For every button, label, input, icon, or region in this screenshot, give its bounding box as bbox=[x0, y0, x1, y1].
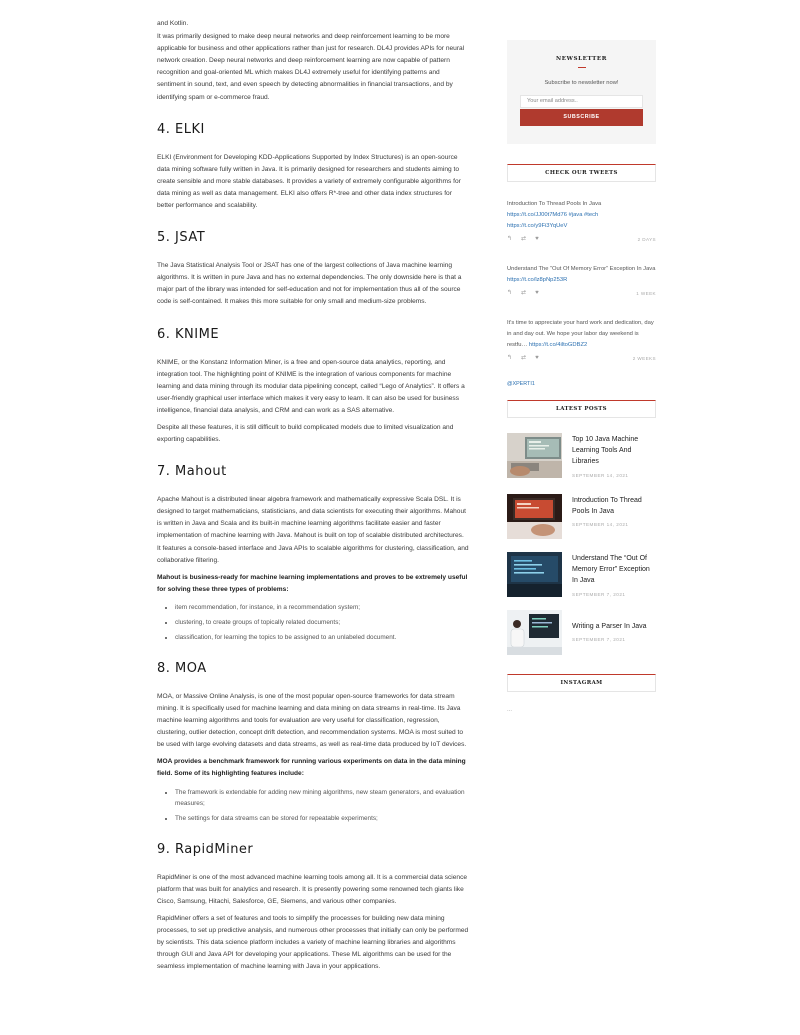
retweet-icon[interactable]: ⇄ bbox=[521, 236, 527, 242]
tweet-actions bbox=[507, 353, 656, 363]
moa-list bbox=[157, 787, 469, 824]
section-heading-jsat: 5. JSAT bbox=[157, 230, 206, 246]
post-item[interactable] bbox=[507, 433, 656, 478]
paragraph: KNIME, or the Konstanz Information Miner, is a free and open-source data analytics, reporting, and integration tool. The highlighting point of KNIME is the integration of various components for machine learning and data mining through its modular data pipelining concept, called “Lego of Analytics”. It offers a user-friendly graphical user interface which makes it very easy to learn. It can also be used for business intelligence, financial data analysis, and CRM and can work as a SAS alternative. bbox=[157, 358, 465, 414]
newsletter-text: Subscribe to newsletter now! bbox=[544, 80, 619, 86]
paragraph: and Kotlin. bbox=[157, 20, 189, 27]
post-item[interactable] bbox=[507, 610, 656, 655]
post-date: SEPTEMBER 14, 2021 bbox=[572, 522, 629, 528]
paragraph: RapidMiner offers a set of features and tools to simplify the processes for building new data mining processes, to set up predictive analysis, and numerous other processes that initially can only be performed by scientists. This data science platform includes a variety of machine learning libraries and algorithms through GUI and Java API for developing your applications. These ML algorithms can be used for the seamless implementation of machine learning with Java in your applications. bbox=[157, 914, 469, 971]
post-title[interactable]: Introduction To Thread Pools In Java bbox=[572, 497, 642, 516]
post-text bbox=[572, 610, 647, 655]
post-date: SEPTEMBER 7, 2021 bbox=[572, 637, 626, 643]
tweet-time: 2 WEEKS bbox=[632, 355, 656, 361]
tweet-link[interactable]: https://t.co/4iltoGDBZ2 bbox=[528, 342, 588, 348]
tweet bbox=[507, 199, 656, 244]
reply-icon[interactable]: ↰ bbox=[507, 290, 513, 296]
paragraph: Apache Mahout is a distributed linear algebra framework and mathematically expressive Scala DSL. It is designed to target mathematicians, statisticians, and data scientists for executing their algorithms. Mahout is written in Java and Scala and its built-in machine learning algorithms facilitate easier and faster implementation of machine learning with Java. Mahout is built on top of scalable distributed architectures. It features a console-based interface and Java APIs to scalable algorithms for clustering, classification, and collaborative filtering. bbox=[157, 496, 469, 564]
post-text bbox=[572, 494, 656, 539]
tweet-text: It's time to appreciate your hard work and dedication, day in and day out. We hope your labor day weekend is restfu… bbox=[507, 320, 654, 348]
latest-posts-heading: LATEST POSTS bbox=[507, 400, 656, 418]
reply-icon[interactable]: ↰ bbox=[507, 236, 513, 242]
reply-icon[interactable]: ↰ bbox=[507, 355, 513, 361]
post-title[interactable]: Top 10 Java Machine Learning Tools And Libraries bbox=[572, 436, 639, 466]
list-item: • item recommendation, for instance, in a recommendation system; bbox=[175, 602, 469, 613]
tweet-actions bbox=[507, 288, 656, 298]
paragraph: It was primarily designed to make deep neural networks and deep reinforcement learning to be more applicable for business and other applications rather than just for research. DL4J provides APIs for neural network creation. Deep neural networks and deep reinforcement learning are now capable of pattern recognition and goal-oriented ML which makes DL4J extremely useful for identifying patterns and sentiment in sound, text, and even speech by detecting abnormalities in financial transactions, and by identifying spam or e-commerce fraud. bbox=[157, 33, 465, 101]
section-heading-knime: 6. KNIME bbox=[157, 326, 220, 342]
tweets-heading: CHECK OUR TWEETS bbox=[507, 164, 656, 182]
post-thumbnail[interactable] bbox=[507, 494, 562, 539]
post-title[interactable]: Understand The “Out Of Memory Error” Exception In Java bbox=[572, 555, 650, 585]
tweet-link[interactable]: https://t.co/y9Fi3YqUeV bbox=[507, 223, 568, 229]
section-heading-elki: 4. ELKI bbox=[157, 121, 205, 137]
newsletter-title: NEWSLETTER bbox=[556, 56, 607, 62]
instagram-loading: ... bbox=[507, 707, 513, 713]
list-item: • The settings for data streams can be stored for repeatable experiments; bbox=[175, 813, 469, 824]
paragraph: Despite all these features, it is still difficult to build complicated models due to limited visualization and exporting capabilities. bbox=[157, 423, 454, 444]
section-heading-rapidminer: 9. RapidMiner bbox=[157, 841, 254, 857]
list-item: • The framework is extendable for adding new mining algorithms, new steam generators, and evaluation measures; bbox=[175, 787, 469, 809]
tweet-text: Understand The “Out Of Memory Error” Exception In Java bbox=[507, 266, 656, 272]
post-title[interactable]: Writing a Parser In Java bbox=[572, 623, 647, 630]
like-icon[interactable]: ♥ bbox=[535, 355, 539, 361]
post-date: SEPTEMBER 14, 2021 bbox=[572, 472, 629, 478]
paragraph: MOA, or Massive Online Analysis, is one of the most popular open-source frameworks for data stream mining. It is specifically used for machine learning and data mining on data streams in real-time. Its Java machine learning algorithms and tools for evaluation are very useful for classification, regression, clustering, outlier detection, concept drift detection, and recommendation systems. MOA is most suited to be used with large evolving datasets and data streams, as well as real-time data produced by IoT devices. bbox=[157, 692, 467, 749]
retweet-icon[interactable]: ⇄ bbox=[521, 355, 527, 361]
mahout-list bbox=[157, 602, 469, 643]
post-thumbnail[interactable] bbox=[507, 433, 562, 478]
retweet-icon[interactable]: ⇄ bbox=[521, 290, 527, 296]
tweet-actions bbox=[507, 234, 656, 244]
newsletter-widget bbox=[507, 40, 656, 144]
sidebar bbox=[507, 40, 656, 713]
paragraph: RapidMiner is one of the most advanced machine learning tools among all. It is a commercial data science platform that was built for analytics and research. It is presently powering some renowned tech giants like Cisco, Samsung, Hitachi, Salesforce, GE, Siemens, and various other companies. bbox=[157, 873, 468, 905]
section-heading-mahout: 7. Mahout bbox=[157, 464, 227, 480]
instagram-heading: INSTAGRAM bbox=[507, 674, 656, 692]
latest-posts-list bbox=[507, 433, 656, 655]
paragraph-bold: Mahout is business-ready for machine learning implementations and proves to be extremely useful for solving these three types of problems: bbox=[157, 573, 468, 593]
post-thumbnail[interactable] bbox=[507, 552, 562, 597]
like-icon[interactable]: ♥ bbox=[535, 236, 539, 242]
paragraph: The Java Statistical Analysis Tool or JSAT has one of the largest collections of Java machine learning algorithms. It is written in pure Java and has no external dependencies. The only downside here is that a major part of the library was intended for self-education and not for implementation thus all of the source code is self-contained. It makes this more suitable for only small and medium-size problems. bbox=[157, 262, 462, 306]
post-text bbox=[572, 433, 656, 478]
list-item: • clustering, to create groups of topically related documents; bbox=[175, 617, 469, 628]
paragraph: ELKI (Environment for Developing KDD-Applications Supported by Index Structures) is an open-source data mining software fully written in Java. It is primarily designed for researchers and students aiming to create sensible and more stable databases. It provides a variety of extremely configurable algorithms for data mining as well as data management. ELKI also offers R*-tree and other data index structures for better performance and scalability. bbox=[157, 153, 461, 210]
tweets-list bbox=[507, 199, 656, 387]
tweet-link[interactable]: https://t.co/lz8pNp253R bbox=[507, 277, 568, 283]
post-date: SEPTEMBER 7, 2021 bbox=[572, 591, 626, 597]
section-heading-moa: 8. MOA bbox=[157, 660, 207, 676]
twitter-handle-link[interactable]: @XPERTI1 bbox=[507, 381, 535, 387]
email-input[interactable]: Your email address.. bbox=[520, 95, 643, 108]
tweet bbox=[507, 318, 656, 363]
post-item[interactable] bbox=[507, 494, 656, 539]
tweet bbox=[507, 264, 656, 298]
post-text bbox=[572, 552, 656, 597]
hashtag-link[interactable]: #java bbox=[568, 212, 583, 218]
tweet-text: Introduction To Thread Pools In Java bbox=[507, 201, 602, 207]
article-body bbox=[157, 18, 469, 978]
like-icon[interactable]: ♥ bbox=[535, 290, 539, 296]
list-item: • classification, for learning the topics to be assigned to an unlabeled document. bbox=[175, 632, 469, 643]
hashtag-link[interactable]: #tech bbox=[584, 212, 599, 218]
subscribe-button[interactable]: SUBSCRIBE bbox=[520, 109, 643, 126]
tweet-time: 2 DAYS bbox=[637, 236, 656, 242]
tweet-time: 1 WEEK bbox=[636, 290, 656, 296]
post-thumbnail[interactable] bbox=[507, 610, 562, 655]
paragraph-bold: MOA provides a benchmark framework for running various experiments on data in the data mining field. Some of its highlighting features include: bbox=[157, 758, 466, 778]
post-item[interactable] bbox=[507, 552, 656, 597]
tweet-link[interactable]: https://t.co/JJ00t7Md76 bbox=[507, 212, 567, 218]
divider bbox=[578, 67, 586, 68]
